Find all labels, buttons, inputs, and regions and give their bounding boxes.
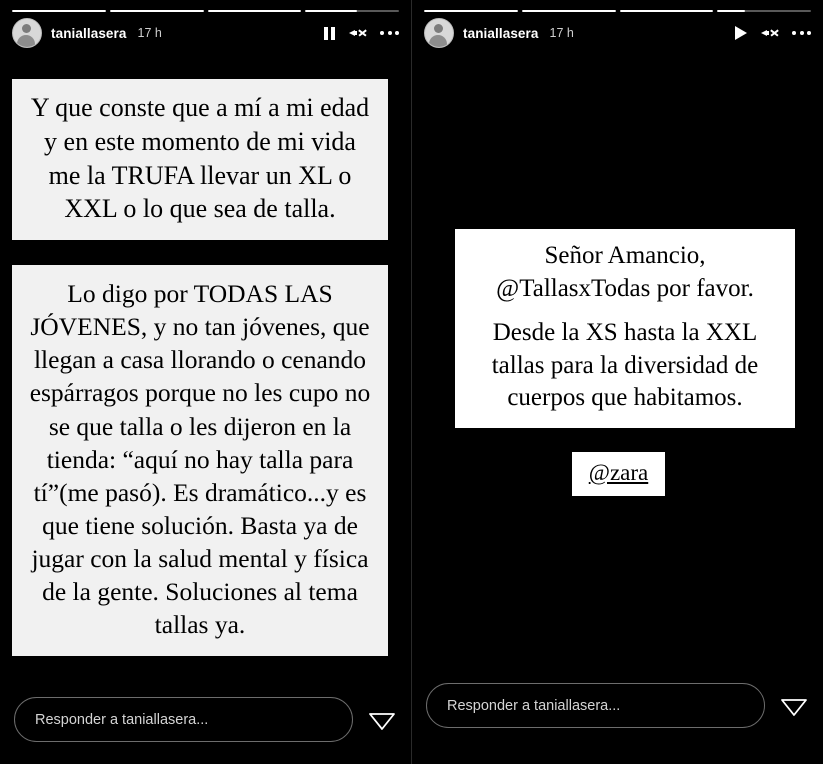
avatar[interactable] — [424, 18, 454, 48]
timestamp-label: 17 h — [549, 26, 574, 40]
story-progress-bar-right — [412, 0, 823, 12]
story-text-card: Desde la XS hasta la XXL tallas para la diversidad de cuerpos que habitamos. — [455, 306, 795, 428]
more-options-icon[interactable] — [380, 31, 399, 35]
mute-icon[interactable] — [349, 26, 366, 40]
story-content-left — [0, 52, 411, 697]
story-header-left — [0, 12, 411, 52]
story-header-controls — [735, 26, 811, 40]
story-header-controls — [324, 26, 399, 40]
send-icon[interactable] — [779, 691, 809, 721]
story-progress-bar-left — [0, 0, 411, 12]
story-panel-right[interactable] — [412, 0, 823, 764]
username-label[interactable]: taniallasera — [51, 25, 127, 41]
more-options-icon[interactable] — [792, 31, 811, 35]
story-header-right — [412, 12, 823, 52]
story-text-card: Lo digo por TODAS LAS JÓVENES, y no tan jóvenes, que llegan a casa llorando o cenando espárragos porque no les cupo no se que talla o les dijeron en la tienda: “aquí no hay talla para tí”(me pasó). Es dramático...y es que tiene solución. Basta ya de jugar con la salud mental y física de la gente. Soluciones al tema tallas ya. — [12, 265, 388, 656]
story-text-card: Señor Amancio, @TallasxTodas por favor. — [455, 229, 795, 318]
mute-icon[interactable] — [761, 26, 778, 40]
send-icon[interactable] — [367, 705, 397, 735]
play-icon[interactable] — [735, 26, 747, 40]
story-mention-card[interactable] — [572, 452, 665, 496]
story-reply-bar-right — [412, 683, 823, 764]
username-label[interactable]: taniallasera — [463, 25, 539, 41]
reply-input[interactable] — [426, 683, 765, 728]
avatar[interactable] — [12, 18, 42, 48]
story-reply-bar-left — [0, 697, 411, 764]
pause-icon[interactable] — [324, 27, 335, 40]
mention-label: @zara — [588, 460, 649, 485]
timestamp-label: 17 h — [137, 26, 162, 40]
story-text-card: Y que conste que a mí a mi edad y en este momento de mi vida me la TRUFA llevar un XL o XXL o lo que sea de talla. — [12, 79, 388, 240]
reply-input[interactable] — [14, 697, 353, 742]
story-content-right — [412, 52, 823, 683]
